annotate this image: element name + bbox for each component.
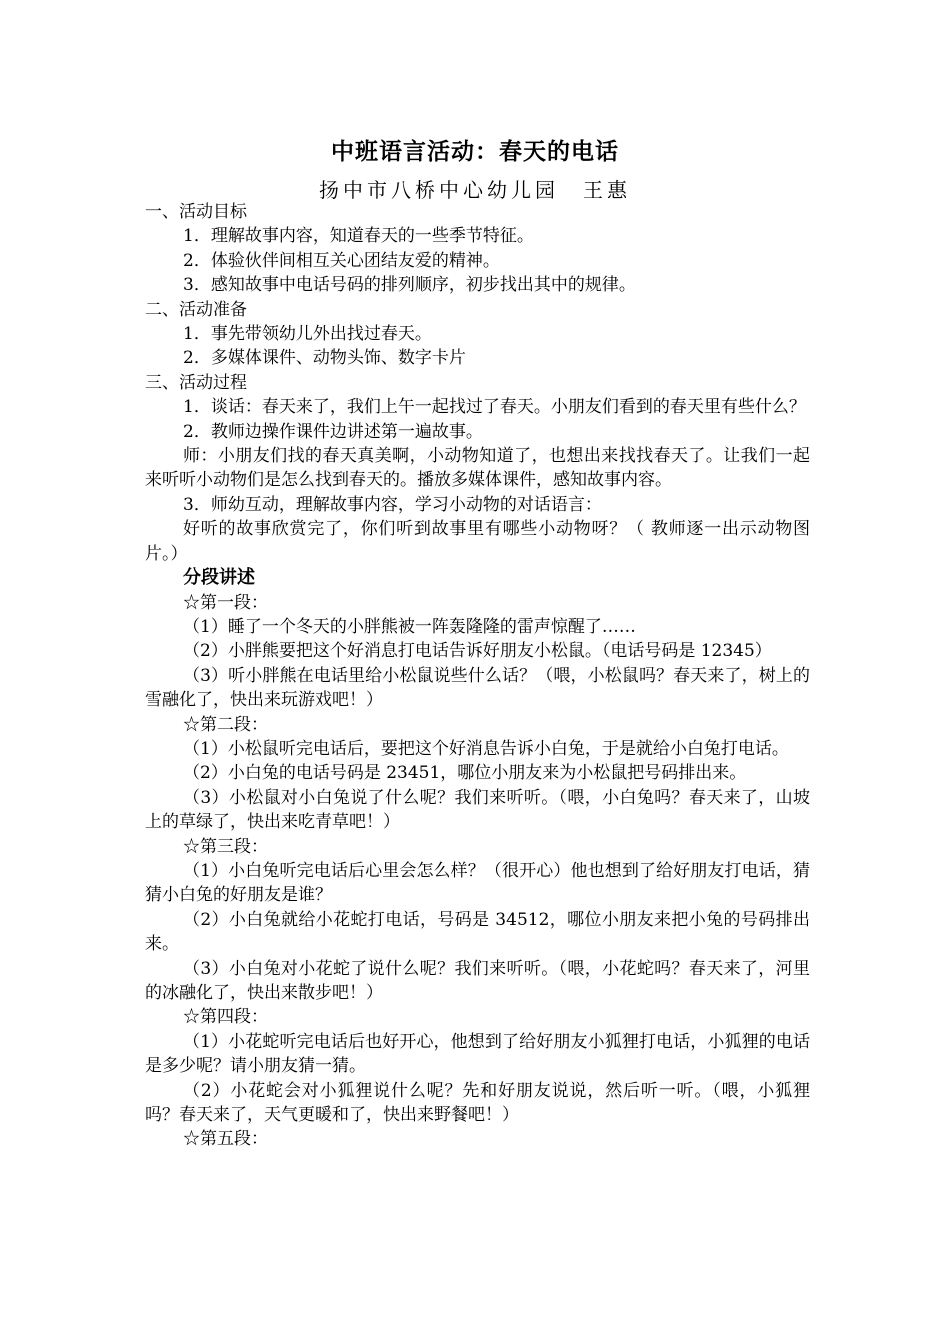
paragraph: ☆第五段： [183, 1129, 268, 1150]
paragraph: （3）小白兔对小花蛇了说什么呢？我们来听听。（喂，小花蛇吗？春天来了，河里的冰融化了，快出来散步吧！） [145, 958, 810, 1003]
section-heading: 二、活动准备 [145, 299, 247, 320]
paragraph: 1．事先带领幼儿外出找过春天。 [183, 324, 432, 345]
paragraph: 师：小朋友们找的春天真美啊，小动物知道了，也想出来找找春天了。让我们一起来听听小动物们是怎么找到春天的。播放多媒体课件，感知故事内容。 [145, 446, 810, 491]
paragraph: ☆第一段： [183, 592, 268, 613]
section-subheading: 分段讲述 [183, 567, 255, 589]
paragraph: ☆第三段： [183, 836, 268, 857]
paragraph: （3）小松鼠对小白兔说了什么呢？我们来听听。（喂，小白兔吗？春天来了，山坡上的草绿了，快出来吃青草吧！） [145, 787, 810, 833]
paragraph: ☆第四段： [183, 1007, 268, 1028]
paragraph: （1）小花蛇听完电话后也好开心，他想到了给好朋友小狐狸打电话，小狐狸的电话是多少呢？请小朋友猜一猜。 [145, 1031, 810, 1077]
paragraph: 3．感知故事中电话号码的排列顺序，初步找出其中的规律。 [183, 275, 636, 296]
paragraph: 1．谈话：春天来了，我们上午一起找过了春天。小朋友们看到的春天里有些什么？ [183, 397, 806, 418]
author-line: 扬中市八桥中心幼儿园 王惠 [319, 178, 631, 202]
paragraph: （2）小白兔的电话号码是 23451，哪位小朋友来为小松鼠把号码排出来。 [183, 763, 747, 784]
paragraph: 2．教师边操作课件边讲述第一遍故事。 [183, 421, 483, 442]
paragraph: 3．师幼互动，理解故事内容，学习小动物的对话语言： [183, 494, 602, 515]
section-heading: 三、活动过程 [145, 372, 247, 393]
document-body [145, 200, 810, 1152]
paragraph: ☆第二段： [183, 714, 268, 735]
paragraph: （2）小花蛇会对小狐狸说什么呢？先和好朋友说说，然后听一听。（喂，小狐狸吗？春天来了，天气更暖和了，快出来野餐吧！） [145, 1080, 810, 1126]
paragraph: （1）小白兔听完电话后心里会怎么样？（很开心）他也想到了给好朋友打电话，猜猜小白兔的好朋友是谁？ [145, 860, 810, 906]
section-heading: 一、活动目标 [145, 202, 247, 222]
paragraph: （2）小胖熊要把这个好消息打电话告诉好朋友小松鼠。（电话号码是 12345） [183, 641, 772, 662]
paragraph: 好听的故事欣赏完了，你们听到故事里有哪些小动物呀？（ 教师逐一出示动物图片。） [145, 519, 810, 564]
paragraph: （1）小松鼠听完电话后，要把这个好消息告诉小白兔，于是就给小白兔打电话。 [183, 738, 789, 759]
paragraph: （2）小白兔就给小花蛇打电话，号码是 34512，哪位小朋友来把小兔的号码排出来。 [145, 909, 810, 955]
paragraph: （3）听小胖熊在电话里给小松鼠说些什么话？（喂，小松鼠吗？春天来了，树上的雪融化了，快出来玩游戏吧！） [145, 665, 810, 711]
paragraph: 2．体验伙伴间相互关心团结友爱的精神。 [183, 250, 500, 271]
paragraph: 2．多媒体课件、动物头饰、数字卡片 [183, 348, 466, 369]
paragraph: 1．理解故事内容，知道春天的一些季节特征。 [183, 226, 534, 247]
document-title: 中班语言活动：春天的电话 [331, 139, 619, 165]
paragraph: （1）睡了一个冬天的小胖熊被一阵轰隆隆的雷声惊醒了…… [183, 616, 636, 637]
